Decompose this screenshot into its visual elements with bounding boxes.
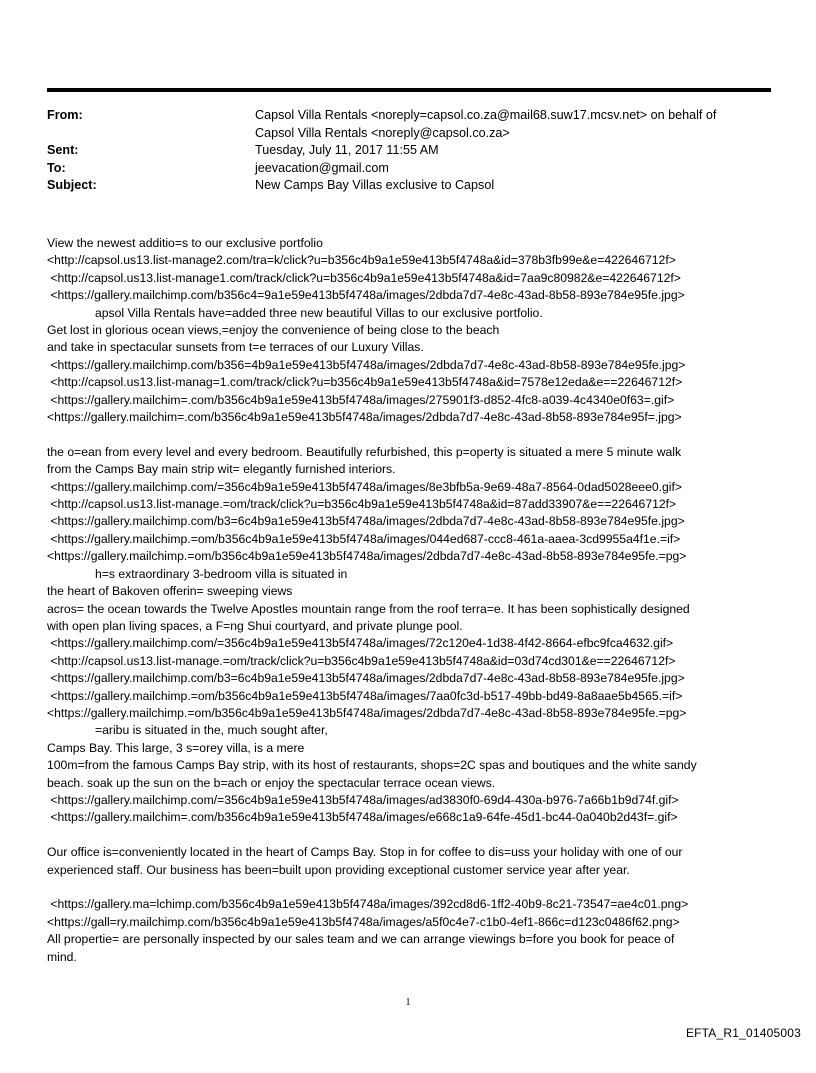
body-line: beach. soak up the sun on the b=ach or enjoy the spectacular terrace ocean views. xyxy=(47,775,496,790)
sent-row xyxy=(47,142,777,160)
bates-number: EFTA_R1_01405003 xyxy=(685,1026,801,1040)
body-line: All propertie= are personally inspected by our sales team and we can arrange viewings b=fore you book for peace of xyxy=(47,932,675,947)
body-line: 100m=from the famous Camps Bay strip, with its host of restaurants, shops=2C spas and boutiques and the white sandy xyxy=(47,758,697,773)
body-line: <https://gallery.mailchim=.com/b356c4b9a1e59e413b5f4748a/images/275901f3-d852-4fc8-a039-4c4340e0f63=.gif> xyxy=(47,392,675,407)
page-number: 1 xyxy=(405,997,411,1008)
body-line: <https://gallery.mailchimp.com/b3=6c4b9a1e59e413b5f4748a/images/2dbda7d7-4e8c-43ad-8b58-893e784e95fe.jpg> xyxy=(47,514,685,529)
body-line: <https://gallery.mailchimp.=om/b356c4b9a1e59e413b5f4748a/images/2dbda7d7-4e8c-43ad-8b58-893e784e95fe.=pg> xyxy=(47,549,687,564)
subject-label: Subject: xyxy=(47,178,97,193)
body-line: <http://capsol.us13.list-manag=1.com/track/click?u=b356c4b9a1e59e413b5f4748a&id=7578e12eda&e==22646712f> xyxy=(47,375,683,390)
body-line: <http://capsol.us13.list-manage.=om/track/click?u=b356c4b9a1e59e413b5f4748a&id=87add33907&e==22646712f> xyxy=(47,497,677,512)
to-row xyxy=(47,160,777,178)
from-label: From: xyxy=(47,108,83,122)
body-line: <https://gallery.mailchim=.com/b356c4b9a1e59e413b5f4748a/images/2dbda7d7-4e8c-43ad-8b58-893e784e95f=.jpg> xyxy=(47,410,682,425)
from-line-2: Capsol Villa Rentals <noreply@capsol.co.za> xyxy=(255,125,510,140)
body-line: with open plan living spaces, a F=ng Shui courtyard, and private plunge pool. xyxy=(47,618,463,633)
body-line: h=s extraordinary 3-bedroom villa is situated in xyxy=(95,566,348,581)
body-line: =aribu is situated in the, much sought after, xyxy=(95,723,328,738)
body-line: <https://gallery.mailchimp.com/b356c4=9a1e59e413b5f4748a/images/2dbda7d7-4e8c-43ad-8b58-893e784e95fe.jpg> xyxy=(47,288,685,303)
blank-line xyxy=(47,879,777,896)
body-line: the o=ean from every level and every bedroom. Beautifully refurbished, this p=operty is situated a mere 5 minute walk xyxy=(47,444,682,459)
header-rule xyxy=(47,88,771,92)
email-body xyxy=(47,235,777,966)
body-line: <http://capsol.us13.list-manage1.com/track/click?u=b356c4b9a1e59e413b5f4748a&id=7aa9c80982&e=422646712f> xyxy=(47,270,681,285)
body-line: Get lost in glorious ocean views,=enjoy the convenience of being close to the beach xyxy=(47,323,500,338)
sent-label: Sent: xyxy=(47,143,79,158)
body-line: the heart of Bakoven offerin= sweeping views xyxy=(47,584,293,599)
body-line: Camps Bay. This large, 3 s=orey villa, is a mere xyxy=(47,740,305,755)
email-header xyxy=(47,107,777,195)
body-line: mind. xyxy=(47,949,77,964)
sent-value: Tuesday, July 11, 2017 11:55 AM xyxy=(255,143,439,158)
body-line: <https://gallery.mailchimp.com/b356=4b9a1e59e413b5f4748a/images/2dbda7d7-4e8c-43ad-8b58-893e784e95fe.jpg> xyxy=(47,357,686,372)
body-line: and take in spectacular sunsets from t=e terraces of our Luxury Villas. xyxy=(47,340,424,355)
blank-line xyxy=(47,827,777,844)
body-line: <https://gallery.mailchimp.=om/b356c4b9a1e59e413b5f4748a/images/2dbda7d7-4e8c-43ad-8b58-893e784e95fe.=pg> xyxy=(47,705,687,720)
from-value xyxy=(255,107,777,142)
body-line: apsol Villa Rentals have=added three new beautiful Villas to our exclusive portfolio. xyxy=(95,305,543,320)
body-line: <https://gall=ry.mailchimp.com/b356c4b9a1e59e413b5f4748a/images/a5f0c4e7-c1b0-4ef1-866c=d123c0486f62.png> xyxy=(47,914,680,929)
body-line: acros= the ocean towards the Twelve Apostles mountain range from the roof terra=e. It has been sophistically designed xyxy=(47,601,690,616)
body-line: <https://gallery.mailchim=.com/b356c4b9a1e59e413b5f4748a/images/e668c1a9-64fe-45d1-bc44-0a040b2d43f=.gif> xyxy=(47,810,678,825)
body-line: <https://gallery.mailchimp.com/=356c4b9a1e59e413b5f4748a/images/8e3bfb5a-9e69-48a7-8564-0dad5028eee0.gif> xyxy=(47,479,683,494)
subject-row xyxy=(47,177,777,195)
body-line: View the newest additio=s to our exclusive portfolio xyxy=(47,236,323,250)
subject-value: New Camps Bay Villas exclusive to Capsol xyxy=(255,178,495,193)
body-line: <http://capsol.us13.list-manage2.com/tra=k/click?u=b356c4b9a1e59e413b5f4748a&id=378b3fb99e&e=422646712f> xyxy=(47,253,676,268)
body-line: from the Camps Bay main strip wit= elegantly furnished interiors. xyxy=(47,462,396,477)
body-line: <https://gallery.ma=lchimp.com/b356c4b9a1e59e413b5f4748a/images/392cd8d6-1ff2-40b9-8c21-73547=ae4c01.png> xyxy=(47,897,689,912)
body-line: <https://gallery.mailchimp.com/=356c4b9a1e59e413b5f4748a/images/ad3830f0-69d4-430a-b976-7a66b1b9d74f.gif> xyxy=(47,792,679,807)
body-line: <https://gallery.mailchimp.=om/b356c4b9a1e59e413b5f4748a/images/7aa0fc3d-b517-49bb-bd49-8a8aae5b4565.=if> xyxy=(47,688,683,703)
body-line: <https://gallery.mailchimp.com/=356c4b9a1e59e413b5f4748a/images/72c120e4-1d38-4f42-8664-efbc9fca4632.gif> xyxy=(47,636,674,651)
blank-line xyxy=(47,426,777,443)
body-line: <https://gallery.mailchimp.=om/b356c4b9a1e59e413b5f4748a/images/044ed687-ccc8-461a-aaea-3cd9955a4f1e.=if> xyxy=(47,531,681,546)
body-line: Our office is=conveniently located in the heart of Camps Bay. Stop in for coffee to dis=uss your holiday with one of our xyxy=(47,845,683,860)
body-line: <https://gallery.mailchimp.com/b3=6c4b9a1e59e413b5f4748a/images/2dbda7d7-4e8c-43ad-8b58-893e784e95fe.jpg> xyxy=(47,671,685,686)
to-value: jeevacation@gmail.com xyxy=(255,160,389,175)
from-line-1: Capsol Villa Rentals <noreply=capsol.co.za@mail68.suw17.mcsv.net> on behalf of xyxy=(255,108,717,122)
body-line: experienced staff. Our business has been=built upon providing exceptional customer service year after year. xyxy=(47,862,630,877)
to-label: To: xyxy=(47,160,66,175)
body-line: <http://capsol.us13.list-manage.=om/track/click?u=b356c4b9a1e59e413b5f4748a&id=03d74cd301&e==22646712f> xyxy=(47,653,676,668)
from-row xyxy=(47,107,777,142)
